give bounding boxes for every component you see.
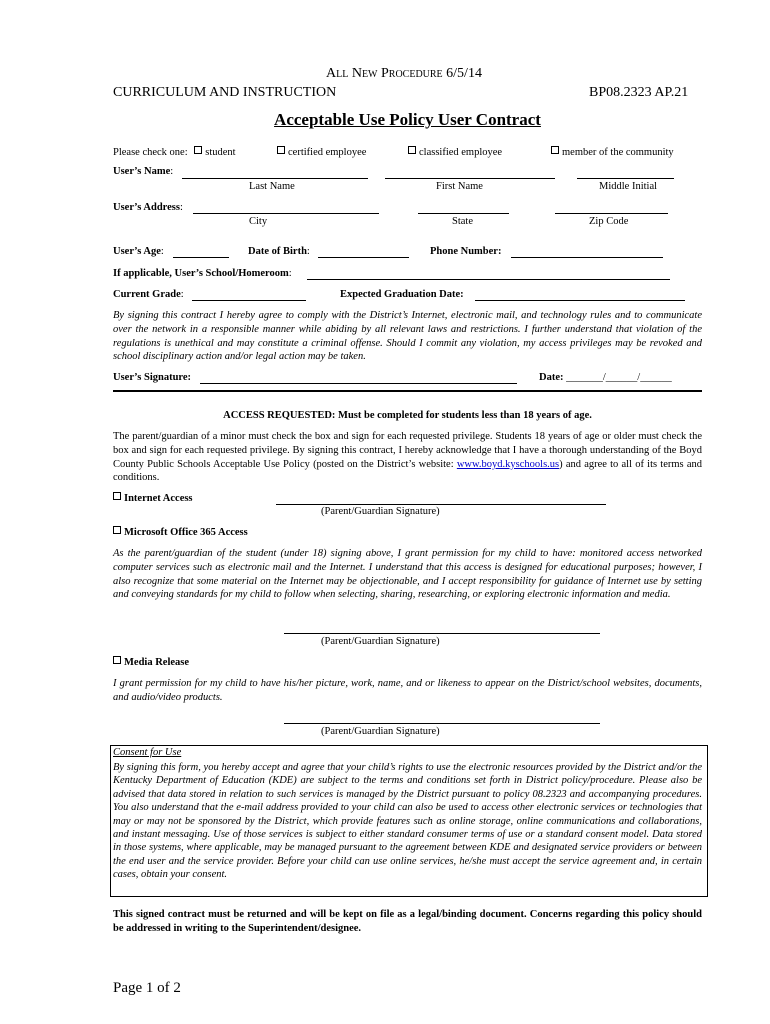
first-name-line[interactable] (385, 178, 555, 179)
media-signature-caption: (Parent/Guardian Signature) (321, 726, 440, 737)
grade-label: Current Grade: (113, 289, 184, 300)
option-student: student (205, 147, 236, 158)
date-label: Date: _______/______/______ (539, 372, 672, 383)
checkbox-classified[interactable] (408, 146, 416, 154)
section-title: CURRICULUM AND INSTRUCTION (113, 85, 337, 100)
internet-signature-caption: (Parent/Guardian Signature) (321, 506, 440, 517)
checkbox-internet[interactable] (113, 492, 121, 500)
footer-note: This signed contract must be returned and will be kept on file as a legal/binding document. Concerns regarding this policy should be addressed in writing to the Superintendent/designee. (113, 909, 702, 934)
first-name-caption: First Name (436, 181, 483, 192)
office-signature-caption: (Parent/Guardian Signature) (321, 636, 440, 647)
option-community-label: member of the community (562, 147, 674, 158)
zip-line[interactable] (555, 213, 668, 214)
users-address-label: User’s Address: (113, 202, 183, 213)
access-intro: The parent/guardian of a minor must check the box and sign for each requested privilege. Students 18 years of age or older must check the box and sign for each requested privilege. By signing this contract, I hereby acknowledge that I have a thorough understanding of the Boyd County Public Schools Acceptable Use Policy (posted on the District’s website: www.boyd.kyschools.us) and agree to all of its terms and conditions. (113, 431, 702, 484)
procedure-note: All New Procedure 6/5/14 (326, 66, 482, 81)
middle-initial-line[interactable] (577, 178, 674, 179)
checkbox-certified[interactable] (277, 146, 285, 154)
school-label: If applicable, User’s School/Homeroom: (113, 268, 292, 279)
last-name-line[interactable] (182, 178, 368, 179)
graduation-label: Expected Graduation Date: (340, 289, 464, 300)
checkbox-student[interactable] (194, 146, 202, 154)
check-one-prompt (113, 146, 236, 158)
district-website-link[interactable]: www.boyd.kyschools.us (456, 458, 560, 470)
phone-label: Phone Number: (430, 246, 502, 257)
signature-line[interactable] (200, 383, 517, 384)
page-number: Page 1 of 2 (113, 980, 181, 996)
access-heading: ACCESS REQUESTED: Must be completed for students less than 18 years of age. (223, 410, 592, 421)
last-name-caption: Last Name (249, 181, 295, 192)
option-classified (408, 146, 502, 158)
middle-initial-caption: Middle Initial (599, 181, 658, 192)
grade-line[interactable] (192, 300, 306, 301)
media-signature-line[interactable] (284, 723, 600, 724)
media-release-option: Media Release (113, 656, 189, 668)
city-caption: City (249, 216, 268, 227)
state-line[interactable] (418, 213, 509, 214)
consent-text: By signing this form, you hereby accept and agree that your child’s rights to use the electronic resources provided by the District and/or the Kentucky Department of Education (KDE) are subject to the terms and conditions set forth in District policy/procedure. Please also be advised that data stored in relation to such services is managed by the District pursuant to policy 08.2323 and accompanying procedures. You also understand that the e-mail address provided to your child can also be used to access other electronic services or technologies that may or may not be sponsored by the District, which provide features such as online storage, online communications and collaborations, and instant messaging. Use of those services is subject to either standard consumer terms of use or a standard consent model. Data stored in those systems, where applicable, may be managed pursuant to the agreement between KDE and designated service providers or between the end user and the service provider. Before your child can use online services, he/she must accept the service agreement and, in certain cases, obtain your consent. (113, 762, 702, 881)
graduation-line[interactable] (475, 300, 685, 301)
media-permission-text: I grant permission for my child to have his/her picture, work, name, and or likeness to appear on the District/school websites, documents, and audio/video products. (113, 678, 702, 703)
checkbox-community[interactable] (551, 146, 559, 154)
internet-access-option: Internet Access (113, 492, 193, 504)
city-line[interactable] (193, 213, 379, 214)
option-classified-label: classified employee (419, 147, 503, 158)
office-signature-line[interactable] (284, 633, 600, 634)
consent-heading: Consent for Use (113, 747, 182, 758)
phone-line[interactable] (511, 257, 663, 258)
users-name-label: User’s Name: (113, 166, 174, 177)
signature-label: User’s Signature: (113, 372, 192, 383)
office-permission-text: As the parent/guardian of the student (under 18) signing above, I grant permission for my child to have: monitored access networked computer services such as electronic mail and the Internet. I understand that this access is designed for educational purposes; however, I also recognize that some material on the Internet may be objectionable, and I accept responsibility for guidance of Internet use by setting and conveying standards for my child to follow when selecting, sharing, researching, or exploring electronic information and media. (113, 548, 702, 601)
office-access-option: Microsoft Office 365 Access (113, 526, 248, 538)
internet-signature-line[interactable] (276, 504, 606, 505)
check-one-label: Please check one: (113, 147, 188, 158)
zip-caption: Zip Code (589, 216, 629, 227)
date-blank: _______/______/______ (566, 372, 672, 383)
users-age-label: User’s Age: (113, 246, 164, 257)
option-community (551, 146, 674, 158)
school-line[interactable] (307, 279, 670, 280)
section-divider (113, 390, 702, 392)
page-title: Acceptable Use Policy User Contract (274, 110, 541, 129)
checkbox-media[interactable] (113, 656, 121, 664)
age-line[interactable] (173, 257, 229, 258)
option-certified-label: certified employee (288, 147, 367, 158)
state-caption: State (452, 216, 473, 227)
option-certified (277, 146, 366, 158)
dob-line[interactable] (318, 257, 409, 258)
policy-code: BP08.2323 AP.21 (589, 85, 689, 100)
agreement-text: By signing this contract I hereby agree to comply with the District’s Internet, electronic mail, and technology rules and to communicate over the network in a responsible manner while abiding by all relevant laws and restrictions. I further understand that violation of the regulations is unethical and may constitute a criminal offense. Should I commit any violation, my access privileges may be revoked and school disciplinary action and/or legal action may be taken. (113, 310, 702, 363)
checkbox-office[interactable] (113, 526, 121, 534)
dob-label: Date of Birth: (248, 246, 310, 257)
